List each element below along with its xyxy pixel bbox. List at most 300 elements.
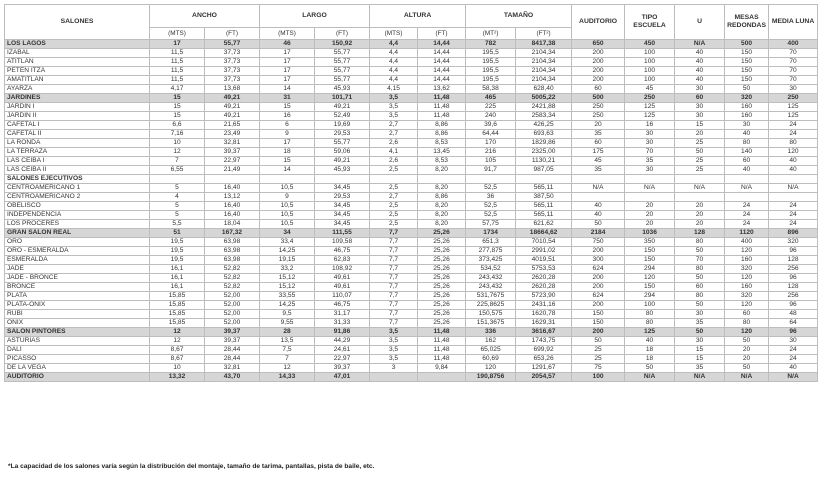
value-cell: 11,5 (150, 49, 205, 58)
value-cell: 34,45 (315, 220, 370, 229)
value-cell: 48 (769, 310, 818, 319)
value-cell: 15,85 (150, 310, 205, 319)
value-cell: 40 (675, 49, 725, 58)
value-cell: 3 (370, 364, 418, 373)
value-cell: 628,40 (516, 85, 572, 94)
value-cell: 16,40 (205, 184, 260, 193)
value-cell: 650 (572, 40, 625, 49)
value-cell: 5 (150, 184, 205, 193)
value-cell: 52,82 (205, 265, 260, 274)
value-cell: 60,69 (466, 355, 516, 364)
value-cell: 699,92 (516, 346, 572, 355)
value-cell: 11,48 (418, 346, 466, 355)
value-cell (625, 193, 675, 202)
value-cell: 49,61 (315, 274, 370, 283)
value-cell: 16,1 (150, 283, 205, 292)
value-cell: 15,85 (150, 319, 205, 328)
value-cell: 896 (769, 229, 818, 238)
value-cell: 150 (725, 58, 769, 67)
value-cell: 24 (769, 346, 818, 355)
value-cell: 195,5 (466, 76, 516, 85)
table-row (5, 103, 818, 112)
value-cell: 12 (260, 364, 315, 373)
value-cell: 225 (466, 103, 516, 112)
value-cell: 2431,16 (516, 301, 572, 310)
value-cell: 20 (572, 121, 625, 130)
value-cell: 7,7 (370, 292, 418, 301)
value-cell: 50 (725, 364, 769, 373)
value-cell (466, 175, 516, 184)
value-cell (418, 373, 466, 382)
value-cell: 80 (725, 139, 769, 148)
value-cell: 96 (769, 274, 818, 283)
value-cell: 24 (725, 211, 769, 220)
value-cell: 277,875 (466, 247, 516, 256)
table-row (5, 301, 818, 310)
salon-name-cell: JARDIN II (5, 112, 150, 121)
value-cell: 35 (675, 364, 725, 373)
table-row (5, 265, 818, 274)
value-cell: 125 (769, 112, 818, 121)
value-cell: 49,21 (205, 103, 260, 112)
value-cell: 59,06 (315, 148, 370, 157)
salon-name-cell: JARDIN I (5, 103, 150, 112)
value-cell: 19,15 (260, 256, 315, 265)
value-cell: 17 (150, 40, 205, 49)
value-cell: 25,26 (418, 283, 466, 292)
value-cell: 167,32 (205, 229, 260, 238)
value-cell: 225,8625 (466, 301, 516, 310)
value-cell: 13,68 (205, 85, 260, 94)
value-cell: 44,29 (315, 337, 370, 346)
value-cell (370, 373, 418, 382)
value-cell: 5005,22 (516, 94, 572, 103)
value-cell (675, 193, 725, 202)
value-cell: 40 (769, 364, 818, 373)
value-cell: 45 (572, 157, 625, 166)
value-cell: 24 (769, 121, 818, 130)
value-cell: 110,07 (315, 292, 370, 301)
value-cell: 10,5 (260, 211, 315, 220)
value-cell: 2620,28 (516, 274, 572, 283)
value-cell: 37,73 (205, 67, 260, 76)
header-salones: SALONES (5, 5, 150, 40)
value-cell: 52,00 (205, 310, 260, 319)
table-row (5, 364, 818, 373)
value-cell: 25,26 (418, 256, 466, 265)
value-cell: 8,67 (150, 355, 205, 364)
value-cell: 65,025 (466, 346, 516, 355)
salon-name-cell: ESMERALDA (5, 256, 150, 265)
value-cell: 11,48 (418, 94, 466, 103)
value-cell: 128 (769, 283, 818, 292)
value-cell: 55,77 (315, 67, 370, 76)
value-cell: 17 (260, 67, 315, 76)
value-cell: 14,44 (418, 58, 466, 67)
value-cell: 11,48 (418, 355, 466, 364)
value-cell: 80 (769, 139, 818, 148)
value-cell: 11,5 (150, 76, 205, 85)
salon-name-cell: OBELISCO (5, 202, 150, 211)
value-cell: 80 (625, 319, 675, 328)
value-cell: 2620,28 (516, 283, 572, 292)
value-cell: 24 (725, 202, 769, 211)
value-cell: 25 (675, 157, 725, 166)
value-cell: 160 (725, 283, 769, 292)
value-cell: 400 (725, 238, 769, 247)
value-cell: 6,6 (150, 121, 205, 130)
value-cell: 11,48 (418, 337, 466, 346)
value-cell: 200 (572, 49, 625, 58)
salon-name-cell: SALÓN PINTORES (5, 328, 150, 337)
value-cell: 46,75 (315, 301, 370, 310)
value-cell: 250 (572, 112, 625, 121)
value-cell: 16,1 (150, 274, 205, 283)
value-cell: 15 (675, 121, 725, 130)
value-cell: 21,49 (205, 166, 260, 175)
value-cell: 28 (260, 328, 315, 337)
value-cell: 7,7 (370, 310, 418, 319)
value-cell: 2991,02 (516, 247, 572, 256)
value-cell: 565,11 (516, 184, 572, 193)
value-cell: 4 (150, 193, 205, 202)
salon-name-cell: IZABAL (5, 49, 150, 58)
value-cell: 24 (769, 130, 818, 139)
value-cell: 100 (625, 58, 675, 67)
value-cell: 9,55 (260, 319, 315, 328)
value-cell: 47,01 (315, 373, 370, 382)
value-cell: 50 (675, 301, 725, 310)
value-cell: 160 (725, 103, 769, 112)
value-cell: 19,5 (150, 247, 205, 256)
value-cell: 25 (572, 355, 625, 364)
value-cell: 13,62 (418, 85, 466, 94)
value-cell: 105 (466, 157, 516, 166)
value-cell: 7,7 (370, 283, 418, 292)
value-cell: 40 (725, 130, 769, 139)
value-cell: 4,4 (370, 40, 418, 49)
value-cell: 294 (625, 265, 675, 274)
value-cell: 30 (625, 130, 675, 139)
value-cell: 49,21 (205, 112, 260, 121)
value-cell: 15 (260, 157, 315, 166)
value-cell (260, 175, 315, 184)
value-cell: 50 (675, 148, 725, 157)
value-cell: 60 (725, 310, 769, 319)
value-cell: 125 (625, 112, 675, 121)
value-cell: 80 (625, 310, 675, 319)
value-cell (370, 175, 418, 184)
value-cell: 162 (466, 337, 516, 346)
value-cell: 7 (150, 157, 205, 166)
value-cell: 50 (625, 364, 675, 373)
value-cell: 4,1 (370, 148, 418, 157)
value-cell (572, 175, 625, 184)
value-cell: 15 (150, 94, 205, 103)
unit-ancho-ft: (FT) (205, 28, 260, 40)
value-cell: 300 (572, 256, 625, 265)
value-cell: 11,5 (150, 58, 205, 67)
table-row (5, 58, 818, 67)
value-cell: 336 (466, 328, 516, 337)
value-cell: 43,70 (205, 373, 260, 382)
value-cell: 14,25 (260, 301, 315, 310)
value-cell: 216 (466, 148, 516, 157)
value-cell: 10 (150, 139, 205, 148)
value-cell: 1629,31 (516, 319, 572, 328)
value-cell: 14,44 (418, 67, 466, 76)
value-cell: 25 (572, 346, 625, 355)
value-cell: 4,15 (370, 85, 418, 94)
value-cell (769, 175, 818, 184)
table-row (5, 319, 818, 328)
value-cell: 52,00 (205, 292, 260, 301)
value-cell: 150,92 (315, 40, 370, 49)
value-cell: 14,44 (418, 76, 466, 85)
salon-name-cell: SALONES EJECUTIVOS (5, 175, 150, 184)
value-cell: 49,61 (315, 283, 370, 292)
value-cell: 20 (725, 355, 769, 364)
value-cell: 18 (625, 346, 675, 355)
value-cell: 30 (675, 337, 725, 346)
salon-name-cell: LAS CEIBA I (5, 157, 150, 166)
value-cell: 30 (625, 166, 675, 175)
table-row (5, 220, 818, 229)
value-cell: 8,86 (418, 121, 466, 130)
salon-name-cell: CAFETAL I (5, 121, 150, 130)
value-cell: 20 (725, 346, 769, 355)
value-cell: 11,5 (150, 67, 205, 76)
salon-name-cell: AUDITORIO (5, 373, 150, 382)
value-cell: 52,00 (205, 319, 260, 328)
group-row (5, 40, 818, 49)
value-cell: 29,53 (315, 130, 370, 139)
value-cell: 750 (572, 238, 625, 247)
value-cell: 128 (769, 256, 818, 265)
value-cell: 58,38 (466, 85, 516, 94)
value-cell: 120 (625, 274, 675, 283)
value-cell: 30 (625, 139, 675, 148)
value-cell: 50 (725, 337, 769, 346)
group-row (5, 94, 818, 103)
value-cell: 25,26 (418, 274, 466, 283)
value-cell: 1036 (625, 229, 675, 238)
value-cell: 9 (260, 193, 315, 202)
value-cell: 8,20 (418, 220, 466, 229)
value-cell: 40 (675, 67, 725, 76)
value-cell: 3,5 (370, 103, 418, 112)
value-cell: 150 (625, 283, 675, 292)
value-cell: 55,77 (315, 49, 370, 58)
value-cell: 2104,34 (516, 58, 572, 67)
value-cell: 8,20 (418, 166, 466, 175)
value-cell: 2104,34 (516, 49, 572, 58)
value-cell: 34,45 (315, 202, 370, 211)
footnote: *La capacidad de los salones varía según la distribución del montaje, tamaño de tarima, pantallas, pista de baile, etc. (8, 463, 375, 470)
value-cell: 320 (769, 238, 818, 247)
value-cell: 120 (725, 301, 769, 310)
value-cell: 20 (675, 202, 725, 211)
value-cell: 782 (466, 40, 516, 49)
value-cell: 23,49 (205, 130, 260, 139)
value-cell: 150,575 (466, 310, 516, 319)
value-cell: 243,432 (466, 274, 516, 283)
group-row (5, 373, 818, 382)
salon-name-cell: PICASSO (5, 355, 150, 364)
value-cell: 14 (260, 85, 315, 94)
unit-ancho-mts: (MTS) (150, 28, 205, 40)
value-cell: 5723,90 (516, 292, 572, 301)
table-row (5, 274, 818, 283)
value-cell: 40 (675, 58, 725, 67)
value-cell: 151,3675 (466, 319, 516, 328)
value-cell: 320 (725, 94, 769, 103)
value-cell: 80 (675, 265, 725, 274)
value-cell: 13,5 (260, 337, 315, 346)
value-cell: 64,44 (466, 130, 516, 139)
unit-tamano-ft2: (FT²) (516, 28, 572, 40)
value-cell (150, 175, 205, 184)
value-cell: 987,05 (516, 166, 572, 175)
table-row (5, 247, 818, 256)
value-cell: 14 (260, 166, 315, 175)
salon-name-cell: LOS LAGOS (5, 40, 150, 49)
value-cell: 5 (150, 202, 205, 211)
value-cell: 45,93 (315, 166, 370, 175)
salon-name-cell: LA TERRAZA (5, 148, 150, 157)
value-cell: 39,37 (315, 364, 370, 373)
value-cell: 200 (572, 58, 625, 67)
value-cell: 320 (725, 265, 769, 274)
value-cell: 160 (725, 256, 769, 265)
value-cell: 1620,78 (516, 310, 572, 319)
value-cell: 62,83 (315, 256, 370, 265)
header-u: U (675, 5, 725, 40)
value-cell: 35 (675, 319, 725, 328)
value-cell: 8,86 (418, 193, 466, 202)
value-cell: 17 (260, 76, 315, 85)
value-cell: 15,85 (150, 301, 205, 310)
value-cell: 25,26 (418, 301, 466, 310)
value-cell: 500 (572, 94, 625, 103)
value-cell: 50 (675, 328, 725, 337)
value-cell: 2,5 (370, 184, 418, 193)
value-cell: 40 (625, 337, 675, 346)
value-cell: 6,55 (150, 166, 205, 175)
salon-name-cell: PLATA-ONIX (5, 301, 150, 310)
value-cell: 40 (769, 157, 818, 166)
value-cell: N/A (769, 373, 818, 382)
value-cell: 373,425 (466, 256, 516, 265)
value-cell: 45,93 (315, 85, 370, 94)
value-cell: 30 (675, 112, 725, 121)
value-cell: 45 (625, 85, 675, 94)
value-cell: 8,53 (418, 157, 466, 166)
salon-name-cell: PETÉN ITZÁ (5, 67, 150, 76)
table-row (5, 76, 818, 85)
value-cell: 125 (769, 103, 818, 112)
value-cell: 40 (769, 166, 818, 175)
value-cell: 19,5 (150, 256, 205, 265)
table-row (5, 202, 818, 211)
value-cell (725, 175, 769, 184)
value-cell: 24 (725, 220, 769, 229)
value-cell: 1130,21 (516, 157, 572, 166)
salon-name-cell: AYARZA (5, 85, 150, 94)
value-cell: 294 (625, 292, 675, 301)
value-cell: 465 (466, 94, 516, 103)
value-cell (205, 175, 260, 184)
value-cell: 565,11 (516, 211, 572, 220)
value-cell: 18 (625, 355, 675, 364)
salon-name-cell: ORO (5, 238, 150, 247)
value-cell: 160 (725, 112, 769, 121)
value-cell: 11,48 (418, 328, 466, 337)
value-cell: 24 (769, 211, 818, 220)
unit-largo-ft: (FT) (315, 28, 370, 40)
value-cell: 5753,53 (516, 265, 572, 274)
value-cell: 125 (625, 328, 675, 337)
value-cell: 17 (260, 139, 315, 148)
value-cell: 50 (572, 337, 625, 346)
value-cell: 70 (769, 67, 818, 76)
value-cell: 4,4 (370, 58, 418, 67)
salon-name-cell: DE LA VEGA (5, 364, 150, 373)
value-cell: 20 (625, 211, 675, 220)
table-row (5, 337, 818, 346)
value-cell: 250 (625, 94, 675, 103)
value-cell: 18,04 (205, 220, 260, 229)
value-cell: 39,6 (466, 121, 516, 130)
value-cell: 120 (725, 247, 769, 256)
value-cell: 63,98 (205, 256, 260, 265)
value-cell: 10,5 (260, 202, 315, 211)
value-cell: 320 (725, 292, 769, 301)
value-cell: 2,5 (370, 166, 418, 175)
salon-name-cell: CENTROAMERICANO 1 (5, 184, 150, 193)
value-cell: 190,8756 (466, 373, 516, 382)
value-cell: 25,26 (418, 229, 466, 238)
value-cell: 256 (769, 265, 818, 274)
value-cell: 30 (725, 121, 769, 130)
value-cell: 200 (572, 247, 625, 256)
salon-name-cell: ATITLÁN (5, 58, 150, 67)
value-cell: 31,33 (315, 319, 370, 328)
value-cell: 200 (572, 301, 625, 310)
value-cell: N/A (625, 373, 675, 382)
value-cell: 15 (675, 355, 725, 364)
value-cell: 200 (572, 328, 625, 337)
value-cell: 100 (625, 301, 675, 310)
value-cell: 120 (725, 328, 769, 337)
value-cell: 91,86 (315, 328, 370, 337)
value-cell (725, 193, 769, 202)
value-cell: 51 (150, 229, 205, 238)
value-cell: 35 (625, 157, 675, 166)
table-row (5, 157, 818, 166)
value-cell: 20 (675, 220, 725, 229)
table-row (5, 292, 818, 301)
value-cell: 16 (625, 121, 675, 130)
value-cell: 3,5 (370, 337, 418, 346)
value-cell: 19,69 (315, 121, 370, 130)
value-cell: 60 (675, 283, 725, 292)
value-cell: 40 (572, 211, 625, 220)
value-cell: 7,5 (260, 346, 315, 355)
value-cell: 7,7 (370, 301, 418, 310)
value-cell: 7,7 (370, 274, 418, 283)
value-cell: 12 (150, 148, 205, 157)
